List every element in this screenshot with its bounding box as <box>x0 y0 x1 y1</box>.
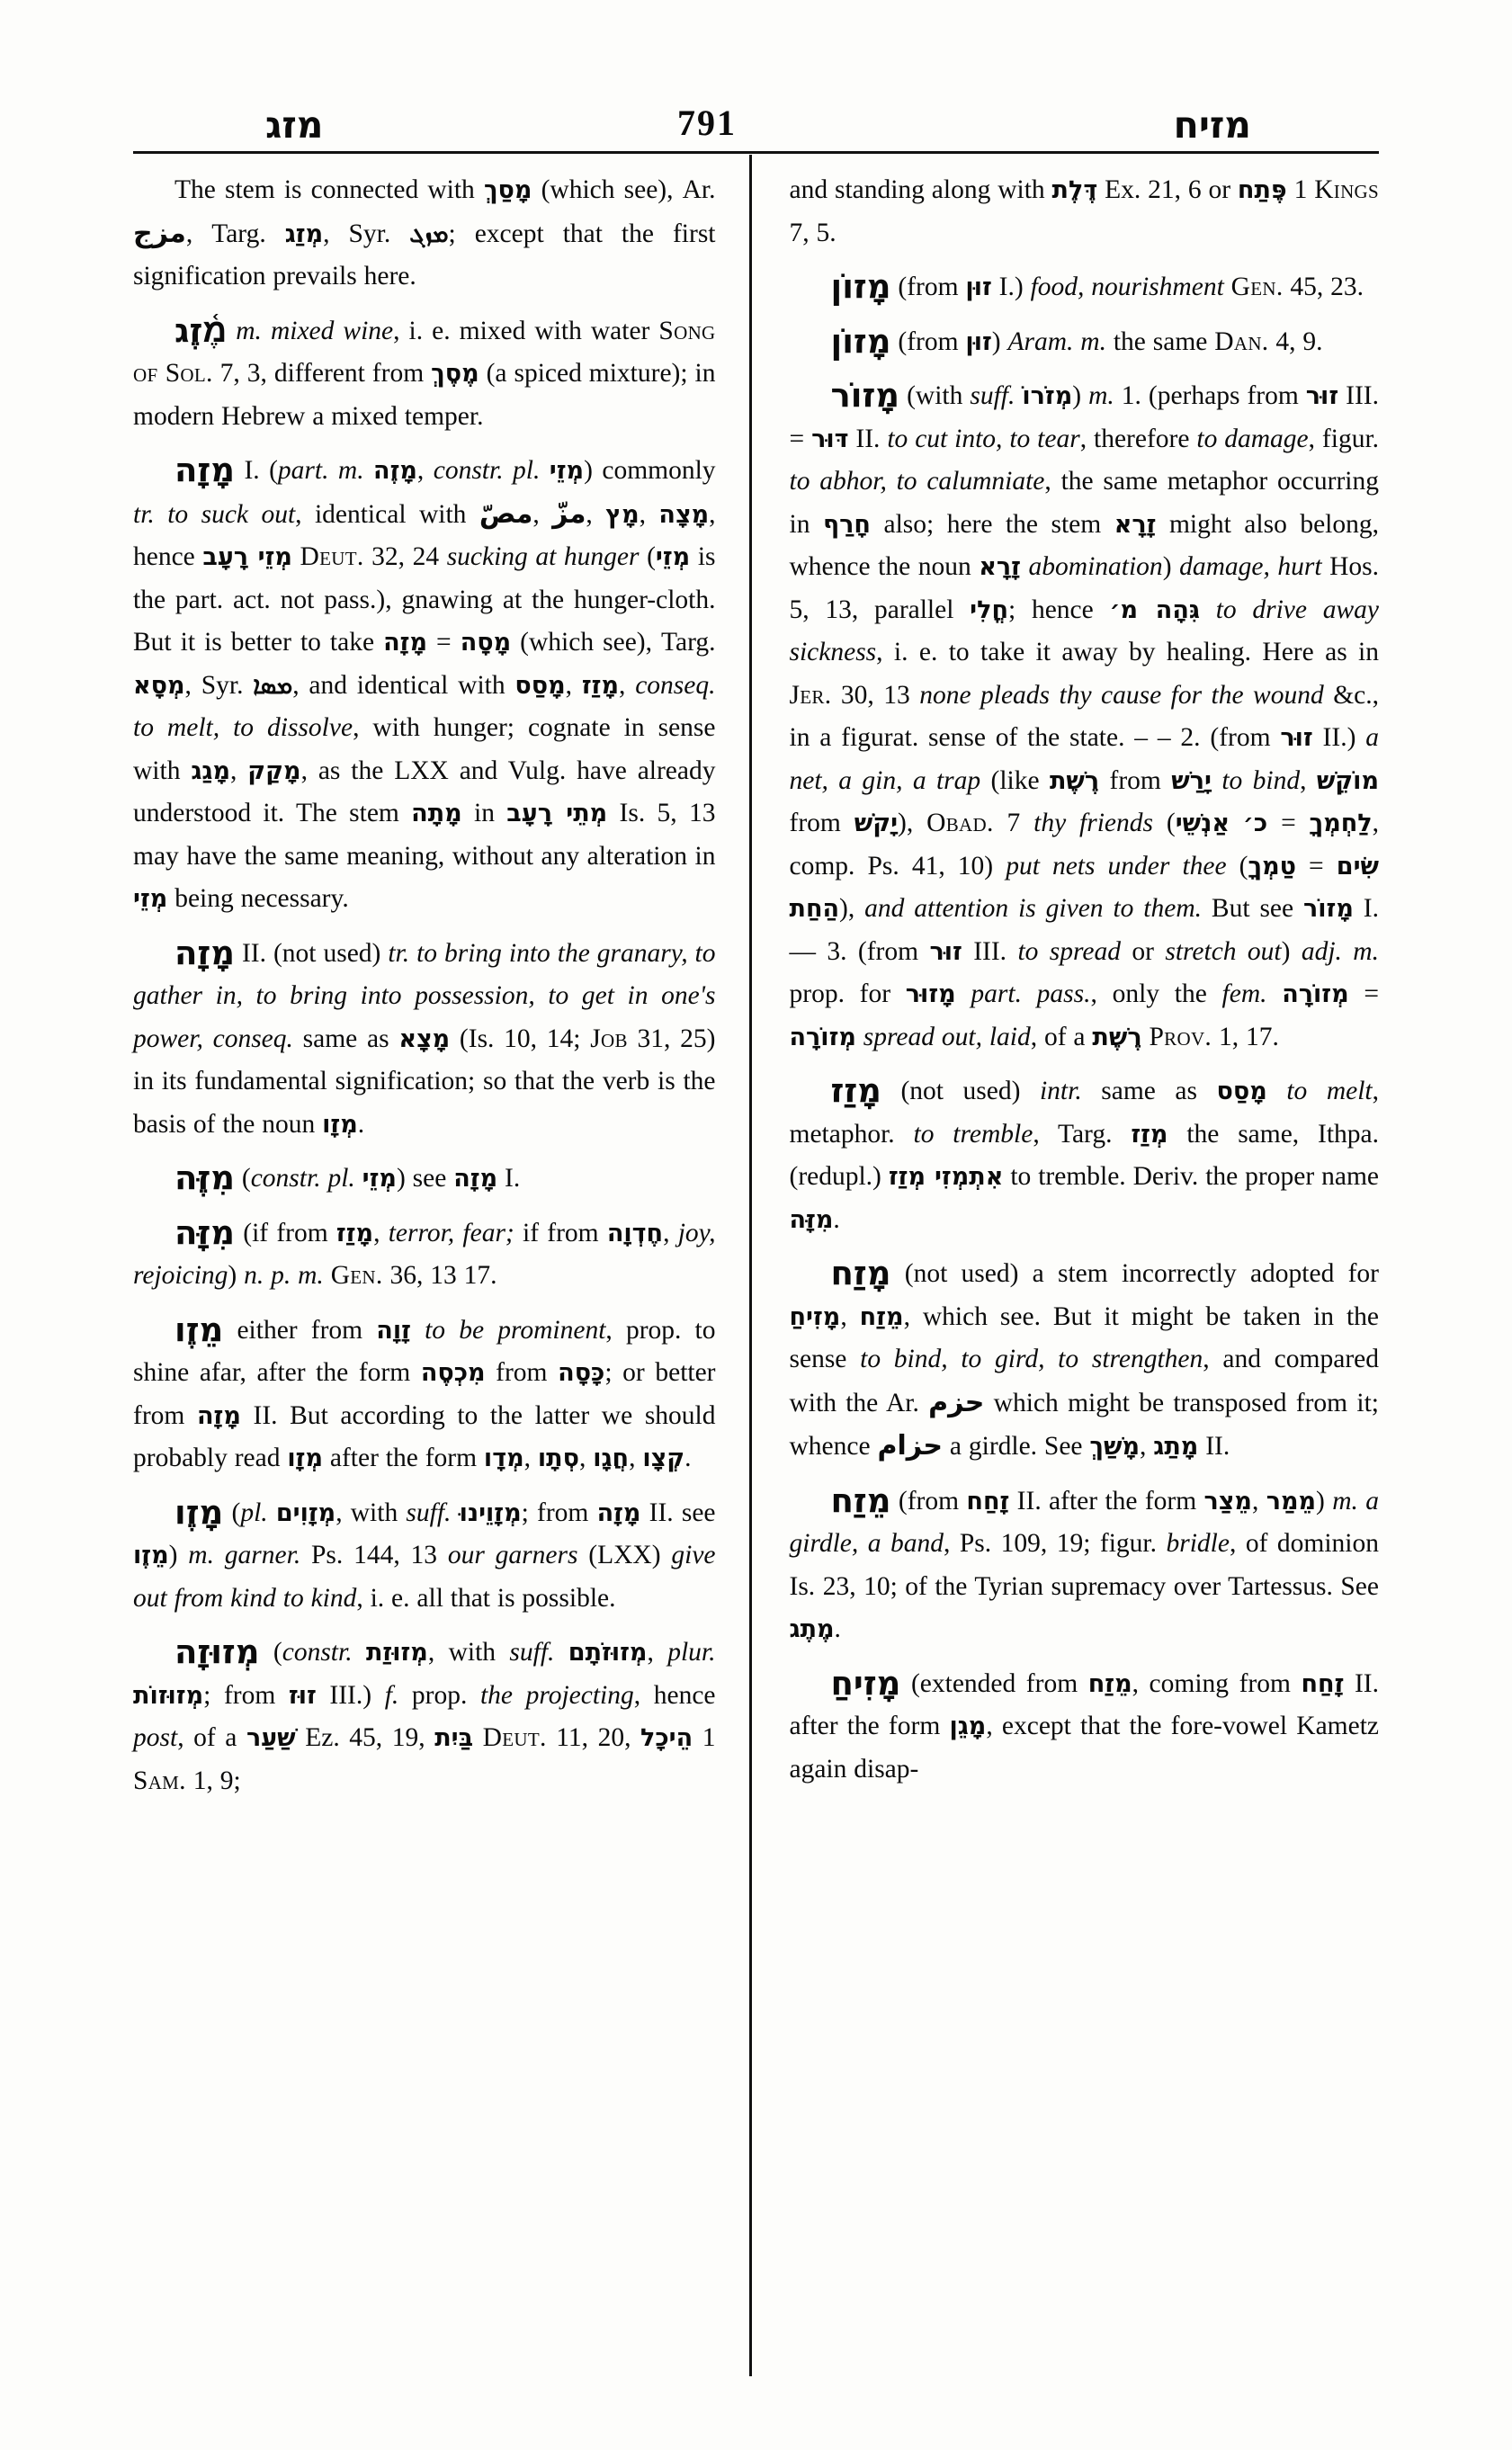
entry-mezach: מֵזַח (from זָחַח II. after the form מֵצַר, מֵמַר) m. a girdle, a band, Ps. 109, 19; figur. bridle, of dominion Is. 23, 10; of the Tyrian supremacy over Tartessus. See מֶתֶג. <box>789 1480 1380 1643</box>
page-number: 791 <box>677 103 738 143</box>
entry-mazaz: מָזַז (not used) intr. same as מָסַס to melt, metaphor. to tremble, Targ. מְזַז the same, Ithpa. (redupl.) אִתְמְזִי מְזַז to tremble. Deriv. the proper name מִזָּה. <box>789 1071 1380 1234</box>
entry-mazon-1: מָזוֹן (from זוּן I.) food, nourishment Gen. 45, 23. <box>830 267 1364 306</box>
right-column <box>786 169 1380 2382</box>
entry-mazon-2: מָזוֹן (from זוּן) Aram. m. the same Dan. 4, 9. <box>830 321 1323 361</box>
two-column-body <box>133 169 1379 2382</box>
entry-mezuzah: מְזוּזָה (constr. מְזוּזַת, with suff. מְזוּזֹתָם, plur. מְזוּזוֹת; from זוּז III.) f. prop. the projecting, hence post, of a שַׁעַר Ez. 45, 19, בַּיִת Deut. 11, 20, הֵיכָל 1 Sam. 1, 9; <box>133 1632 716 1795</box>
entry-mizzah: מִזָּה (if from מָזַז, terror, fear; if from חֶדְוָה, joy, rejoicing) n. p. m. Gen. 36, 13 17. <box>133 1212 716 1290</box>
entry-mazah-1: מָזָה I. (part. m. מָזֶה, constr. pl. מְזֵי) commonly tr. to suck out, identical with مصّ, مزّ, מָץ, מָצָה, hence מְזֵי רָעָב Deut. 32, 24 sucking at hunger (מְזֵי is the part. act. not pass.), gnawing at the hunger-cloth. But it is better to take מָזָה = מָסָה (which see), Targ. מְסָא, Syr. ܡܣܐ, and identical with מָסַס, מָזַז, conseq. to melt, to dissolve, with hunger; cognate in sense with מָגַג, מָקַק, as the LXX and Vulg. have already understood it. The stem מָתָה in מְתֵי רָעָב Is. 5, 13 may have the same meaning, without any alteration in מְזֵי being necessary. <box>133 451 716 913</box>
running-head <box>126 86 1386 147</box>
left-column <box>133 169 727 2382</box>
header-rule <box>133 151 1379 154</box>
running-head-left-catchword: מזג <box>265 103 324 147</box>
entry-mazah-2: מָזָה II. (not used) tr. to bring into the granary, to gather in, to bring into possession, to get in one's power, conseq. same as מָצָא (Is. 10, 14; Job 31, 25) in its fundamental signification; so that the verb is the basis of the noun מְזָו. <box>133 933 716 1139</box>
entry-mezev: מֵזֶו either from זָוָה to be prominent, prop. to shine afar, after the form מִכְסֶה from כָּסָה; or better from מָזָה II. But according to the latter we should probably read מְזָו after the form מְדָו, סְתָו, חֲגָו, קְצָו. <box>133 1310 716 1472</box>
p-stem-connected: The stem is connected with מָסַךְ (which see), Ar. مزج, Targ. מְזַג, Syr. ܡܙܓ; except that the first signification prevails here. <box>133 175 716 291</box>
entry-mezeg: מֶ֫זֶג m. mixed wine, i. e. mixed with water Song of Sol. 7, 3, different from מֶסֶךְ (a spiced mixture); in modern Hebrew a mixed temper. <box>133 310 716 431</box>
running-head-right-catchword: מזיח <box>1173 103 1251 147</box>
entry-mazav: מָזֶו (pl. מְזָוִים, with suff. מְזָוֵינוּ; from מָזָה II. see מֵזֶו) m. garner. Ps. 144, 13 our garners (LXX) give out from kind to kind, i. e. all that is possible. <box>133 1492 716 1613</box>
entry-meziach: מָזִיחַ (extended from מֵזַח, coming from זָחַח II. after the form מָגֵן, except that the fore-vowel Kametz again disap- <box>789 1663 1379 1784</box>
entry-mazach: מָזַח (not used) a stem incorrectly adopted for מָזִיחַ, מֵזַח, which see. But it might be taken in the sense to bind, to gird, to strengthen, and compared with the Ar. حزم which might be transposed from it; whence حزام a girdle. See מָשַׁךְ, מָתַג II. <box>789 1254 1380 1462</box>
p-standing-along: and standing along with דֶּלֶת Ex. 21, 6 or פֶּתַח 1 Kings 7, 5. <box>789 175 1379 247</box>
entry-mazor: מָזוֹר (with suff. מְזֹרוֹ) m. 1. (perhaps from זוּר III. = דּוּר II. to cut into, to tear, therefore to damage, figur. to abhor, to calumniate, the same metaphor occurring in חָרַף also; here the stem זָרָא might also belong, whence the noun זָרָא abomination) damage, hurt Hos. 5, 13, parallel חֳלִי; hence גִּהָה מ׳ to drive away sickness, i. e. to take it away by healing. Here as in Jer. 30, 13 none pleads thy cause for the wound &c., in a figurat. sense of the state. – – 2. (from זוּר II.) a net, a gin, a trap (like רֶשֶׁת from יָרַשׁ to bind, מוֹקֵשׁ from יָקֹשׁ), Obad. 7 thy friends (אַנְשֵׁי כ׳ = לַחְמְךָ, comp. Ps. 41, 10) put nets under thee (טַמְךָ = שִׂים הַחַת), and attention is given to them. But see מָזוֹר I. — 3. (from זוּר III. to spread or stretch out) adj. m. prop. for מָזוּר part. pass., only the fem. מְזוֹרָה = מְזוֹרָה spread out, laid, of a רֶשֶׁת Prov. 1, 17. <box>789 376 1380 1051</box>
entry-mizzeh: מִזֶּה (constr. pl. מְזֵי) see מָזָה I. <box>174 1158 521 1197</box>
